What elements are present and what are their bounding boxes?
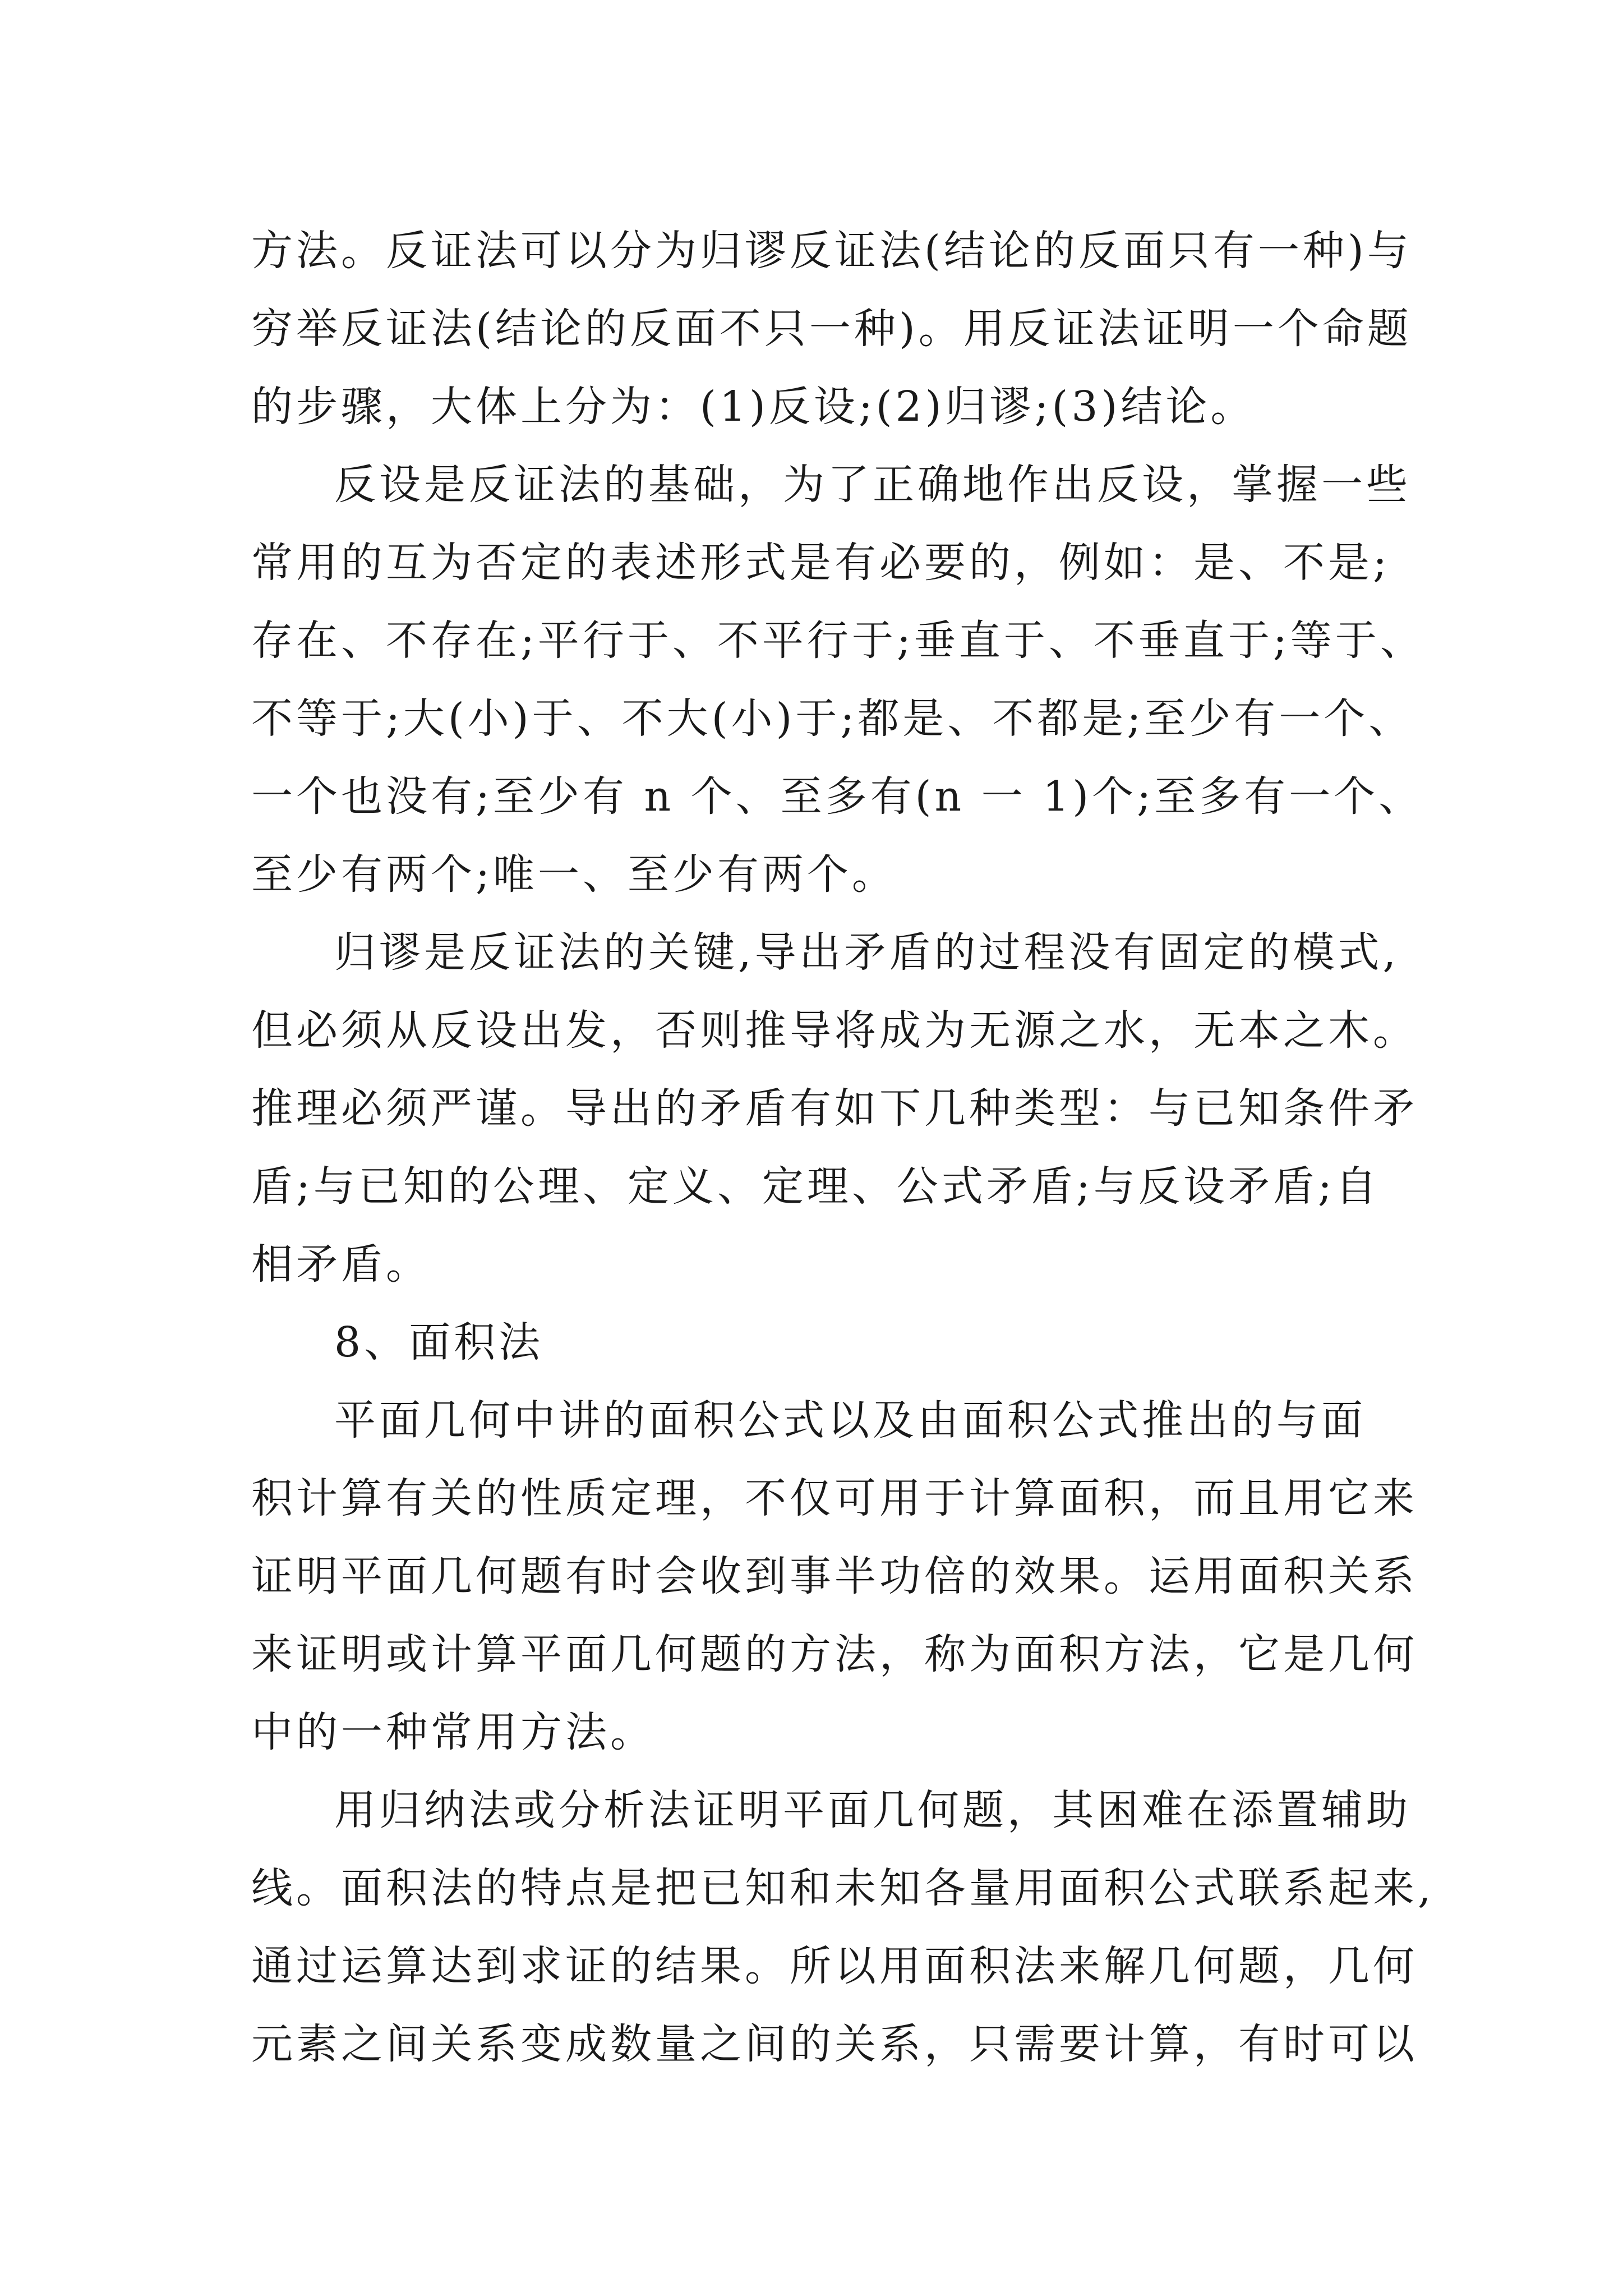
body-text bbox=[251, 212, 1435, 2083]
text-line: 线。面积法的特点是把已知和未知各量用面积公式联系起来, bbox=[251, 1864, 1435, 1912]
text-line: 一个也没有;至少有 n 个、至多有(n 一 1)个;至多有一个、 bbox=[251, 772, 1424, 821]
text-line: 相矛盾。 bbox=[251, 1240, 431, 1289]
text-line: 平面几何中讲的面积公式以及由面积公式推出的与面 bbox=[334, 1396, 1366, 1444]
section-heading: 8、面积法 bbox=[334, 1318, 544, 1366]
text-line: 存在、不存在;平行于、不平行于;垂直于、不垂直于;等于、 bbox=[251, 616, 1425, 665]
text-line: 积计算有关的性质定理，不仅可用于计算面积，而且用它来 bbox=[251, 1474, 1418, 1522]
text-line: 常用的互为否定的表述形式是有必要的，例如：是、不是; bbox=[251, 539, 1390, 587]
text-line: 盾;与已知的公理、定义、定理、公式矛盾;与反设矛盾;自 bbox=[251, 1162, 1380, 1211]
text-line: 归谬是反证法的关键,导出矛盾的过程没有固定的模式, bbox=[334, 928, 1400, 977]
text-line: 来证明或计算平面几何题的方法，称为面积方法，它是几何 bbox=[251, 1630, 1418, 1678]
text-line: 至少有两个;唯一、至少有两个。 bbox=[251, 850, 897, 899]
text-line: 的步骤，大体上分为：(1)反设;(2)归谬;(3)结论。 bbox=[251, 383, 1256, 431]
text-line: 穷举反证法(结论的反面不只一种)。用反证法证明一个命题 bbox=[251, 305, 1412, 353]
text-line: 中的一种常用方法。 bbox=[251, 1708, 655, 1756]
text-line: 方法。反证法可以分为归谬反证法(结论的反面只有一种)与 bbox=[251, 227, 1412, 275]
text-line: 不等于;大(小)于、不大(小)于;都是、不都是;至少有一个、 bbox=[251, 694, 1414, 743]
text-line: 推理必须严谨。导出的矛盾有如下几种类型：与已知条件矛 bbox=[251, 1084, 1418, 1133]
text-line: 反设是反证法的基础，为了正确地作出反设，掌握一些 bbox=[334, 461, 1411, 509]
text-line: 但必须从反设出发，否则推导将成为无源之水，无本之木。 bbox=[251, 1006, 1418, 1055]
text-line: 通过运算达到求证的结果。所以用面积法来解几何题，几何 bbox=[251, 1942, 1418, 1990]
text-line: 证明平面几何题有时会收到事半功倍的效果。运用面积关系 bbox=[251, 1552, 1418, 1600]
text-line: 用归纳法或分析法证明平面几何题，其困难在添置辅助 bbox=[334, 1786, 1411, 1834]
text-line: 元素之间关系变成数量之间的关系，只需要计算，有时可以 bbox=[251, 2020, 1418, 2068]
